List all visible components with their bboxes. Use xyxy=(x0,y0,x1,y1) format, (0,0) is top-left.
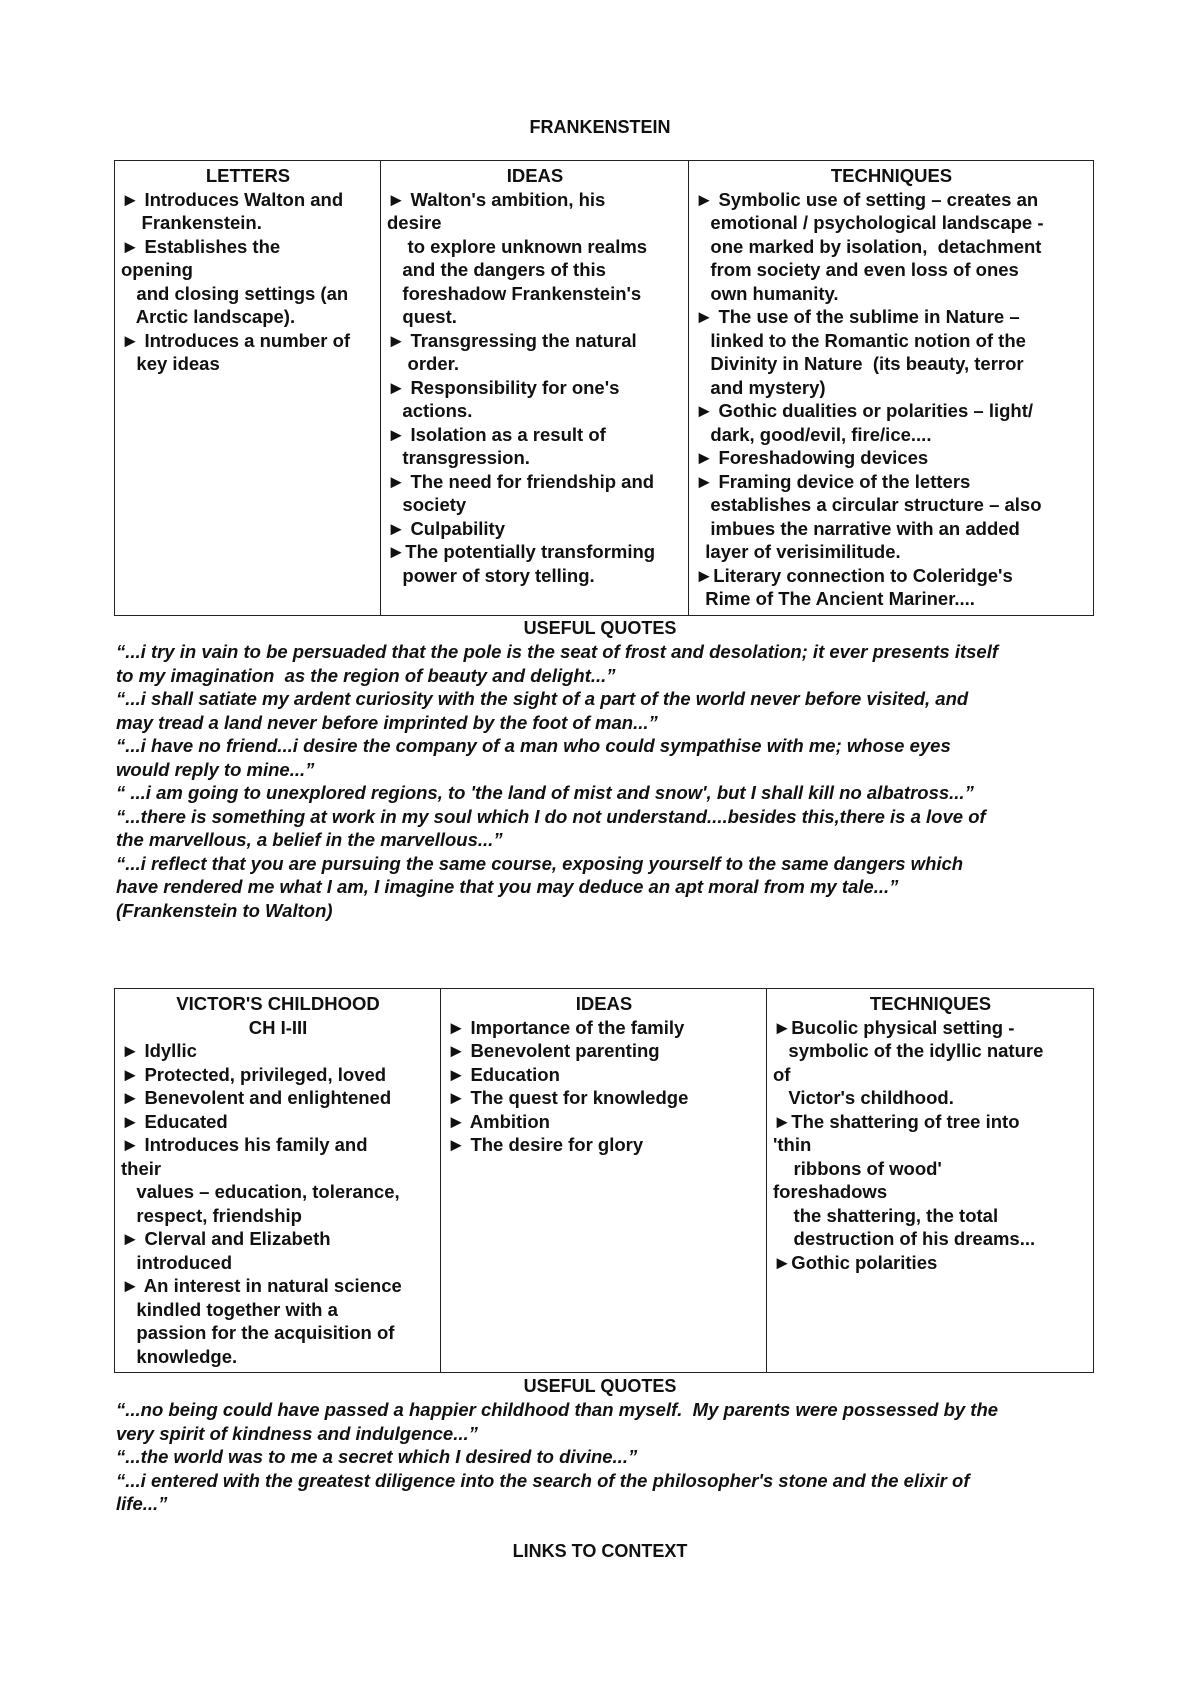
list-item: ribbons of wood' xyxy=(773,1157,942,1179)
ideas-list xyxy=(387,188,683,588)
list-item: ► Gothic dualities or polarities – light/ xyxy=(695,400,1033,421)
quote-line: life...” xyxy=(116,1493,168,1514)
list-item: Divinity in Nature (its beauty, terror xyxy=(695,353,1024,374)
list-item: ► Symbolic use of setting – creates an xyxy=(695,188,1039,210)
list-item: ►Bucolic physical setting - xyxy=(773,1016,1015,1038)
list-item: knowledge. xyxy=(121,1345,238,1367)
ideas-list xyxy=(447,1016,761,1157)
quote-line: “...i entered with the greatest diligence into the search of the philosopher's stone and the elixir of xyxy=(116,1469,970,1491)
useful-quotes-heading: USEFUL QUOTES xyxy=(523,1376,677,1396)
list-item: ► Framing device of the letters xyxy=(695,470,971,492)
list-item: ► Education xyxy=(447,1063,560,1085)
list-item: passion for the acquisition of xyxy=(121,1322,395,1343)
letters-summary-table xyxy=(114,160,1094,616)
list-item: transgression. xyxy=(387,447,530,468)
list-item: ► Clerval and Elizabeth xyxy=(121,1228,331,1249)
list-item: ► Establishes the xyxy=(121,235,281,257)
techniques-list xyxy=(773,1016,1088,1275)
list-item: ► Walton's ambition, his xyxy=(387,188,606,210)
column-header-techniques: TECHNIQUES xyxy=(869,993,992,1014)
techniques-column xyxy=(689,161,1094,616)
list-item: ► An interest in natural science xyxy=(121,1275,402,1296)
list-item: and closing settings (an xyxy=(121,282,349,304)
quote-line: have rendered me what I am, I imagine that you may deduce an apt moral from my tale...” xyxy=(116,876,899,897)
list-item: ► Introduces Walton and xyxy=(121,188,344,210)
quote-line: to my imagination as the region of beauty and delight...” xyxy=(116,664,616,686)
list-item: ► The need for friendship and xyxy=(387,470,655,492)
quote-line: “ ...i am going to unexplored regions, to 'the land of mist and snow', but I shall kill no albatross...” xyxy=(116,782,974,803)
list-item: and the dangers of this xyxy=(387,259,606,280)
list-item: foreshadows xyxy=(773,1181,888,1202)
quote-line: “...i shall satiate my ardent curiosity with the sight of a part of the world never before visited, and xyxy=(116,688,969,709)
list-item: symbolic of the idyllic nature xyxy=(773,1040,1044,1061)
useful-quotes-heading: USEFUL QUOTES xyxy=(523,618,677,638)
quote-line: “...no being could have passed a happier childhood than myself. My parents were possessed by the xyxy=(116,1399,999,1420)
quote-line: “...i reflect that you are pursuing the same course, exposing yourself to the same dangers which xyxy=(116,852,964,874)
quote-line: “...i try in vain to be persuaded that the pole is the seat of frost and desolation; it ever presents itself xyxy=(116,641,999,662)
list-item: opening xyxy=(121,259,193,280)
list-item: dark, good/evil, fire/ice.... xyxy=(695,423,932,445)
list-item: emotional / psychological landscape - xyxy=(695,212,1044,233)
list-item: respect, friendship xyxy=(121,1204,302,1226)
list-item: ► Protected, privileged, loved xyxy=(121,1063,387,1085)
letters-list xyxy=(121,188,375,376)
list-item: society xyxy=(387,494,467,515)
list-item: ► Benevolent parenting xyxy=(447,1040,660,1061)
list-item: ► Introduces his family and xyxy=(121,1134,368,1155)
quotes-block xyxy=(116,1398,1091,1516)
list-item: ► The quest for knowledge xyxy=(447,1087,689,1108)
list-item: quest. xyxy=(387,306,457,327)
list-item: desire xyxy=(387,212,442,233)
childhood-summary-table xyxy=(114,988,1094,1373)
list-item: ► Ambition xyxy=(447,1110,550,1132)
list-item: ► Introduces a number of xyxy=(121,329,351,351)
list-item: ► Foreshadowing devices xyxy=(695,447,929,468)
links-to-context-heading: LINKS TO CONTEXT xyxy=(512,1541,688,1561)
list-item: ► Benevolent and enlightened xyxy=(121,1087,392,1108)
list-item: ►Gothic polarities xyxy=(773,1251,938,1273)
list-item: ► The use of the sublime in Nature – xyxy=(695,306,1020,327)
list-item: ►The potentially transforming xyxy=(387,541,656,562)
table-row xyxy=(115,989,1094,1373)
ideas-column xyxy=(381,161,689,616)
list-item: to explore unknown realms xyxy=(387,235,648,257)
list-item: their xyxy=(121,1157,162,1179)
list-item: one marked by isolation, detachment xyxy=(695,235,1042,257)
list-item: Frankenstein. xyxy=(121,212,262,233)
list-item: 'thin xyxy=(773,1134,812,1155)
column-header-techniques: TECHNIQUES xyxy=(830,165,953,186)
quote-line: “...the world was to me a secret which I desired to divine...” xyxy=(116,1446,638,1467)
list-item: imbues the narrative with an added xyxy=(695,517,1020,539)
list-item: the shattering, the total xyxy=(773,1204,999,1226)
list-item: ►The shattering of tree into xyxy=(773,1110,1020,1132)
list-item: ► Idyllic xyxy=(121,1040,197,1061)
column-header-ideas: IDEAS xyxy=(575,993,633,1014)
list-item: ► Culpability xyxy=(387,517,506,539)
table-row xyxy=(115,161,1094,616)
list-item: values – education, tolerance, xyxy=(121,1181,400,1202)
page-title: FRANKENSTEIN xyxy=(529,117,671,137)
techniques-list xyxy=(695,188,1088,611)
list-item: Arctic landscape). xyxy=(121,306,296,327)
list-item: from society and even loss of ones xyxy=(695,259,1019,280)
quote-line: would reply to mine...” xyxy=(116,758,315,780)
quote-line: the marvellous, a belief in the marvellous...” xyxy=(116,829,503,850)
list-item: order. xyxy=(387,353,459,374)
list-item: Victor's childhood. xyxy=(773,1087,954,1108)
childhood-column xyxy=(115,989,441,1373)
quote-line: very spirit of kindness and indulgence...” xyxy=(116,1422,478,1444)
list-item: introduced xyxy=(121,1251,232,1273)
quote-line: “...i have no friend...i desire the company of a man who could sympathise with me; whose eyes xyxy=(116,735,951,756)
list-item: own humanity. xyxy=(695,282,839,304)
column-header-ideas: IDEAS xyxy=(506,165,564,186)
list-item: linked to the Romantic notion of the xyxy=(695,329,1026,351)
list-item: layer of verisimilitude. xyxy=(695,541,901,562)
list-item: of xyxy=(773,1063,791,1085)
list-item: kindled together with a xyxy=(121,1298,338,1320)
list-item: ►Literary connection to Coleridge's xyxy=(695,564,1013,586)
list-item: destruction of his dreams... xyxy=(773,1228,1036,1249)
list-item: key ideas xyxy=(121,353,220,374)
ideas-column xyxy=(441,989,767,1373)
quote-line: (Frankenstein to Walton) xyxy=(116,899,333,921)
list-item: Rime of The Ancient Mariner.... xyxy=(695,588,975,609)
list-item: and mystery) xyxy=(695,376,826,398)
letters-column xyxy=(115,161,381,616)
list-item: ► Responsibility for one's xyxy=(387,376,620,398)
list-item: ► Importance of the family xyxy=(447,1016,685,1038)
quote-line: may tread a land never before imprinted by the foot of man...” xyxy=(116,711,658,733)
list-item: foreshadow Frankenstein's xyxy=(387,282,642,304)
quote-line: “...there is something at work in my soul which I do not understand....besides this,there is a love of xyxy=(116,805,986,827)
column-subheader-chapters: CH I-III xyxy=(248,1016,308,1038)
list-item: actions. xyxy=(387,400,473,421)
techniques-column xyxy=(767,989,1094,1373)
list-item: ► Educated xyxy=(121,1110,228,1132)
column-header-childhood: VICTOR'S CHILDHOOD xyxy=(176,993,380,1014)
list-item: ► The desire for glory xyxy=(447,1134,644,1155)
list-item: power of story telling. xyxy=(387,564,595,586)
list-item: ► Isolation as a result of xyxy=(387,423,606,445)
column-header-letters: LETTERS xyxy=(205,165,291,186)
list-item: establishes a circular structure – also xyxy=(695,494,1042,515)
quotes-block xyxy=(116,640,1091,922)
list-item: ► Transgressing the natural xyxy=(387,329,637,351)
childhood-list xyxy=(121,1039,435,1368)
